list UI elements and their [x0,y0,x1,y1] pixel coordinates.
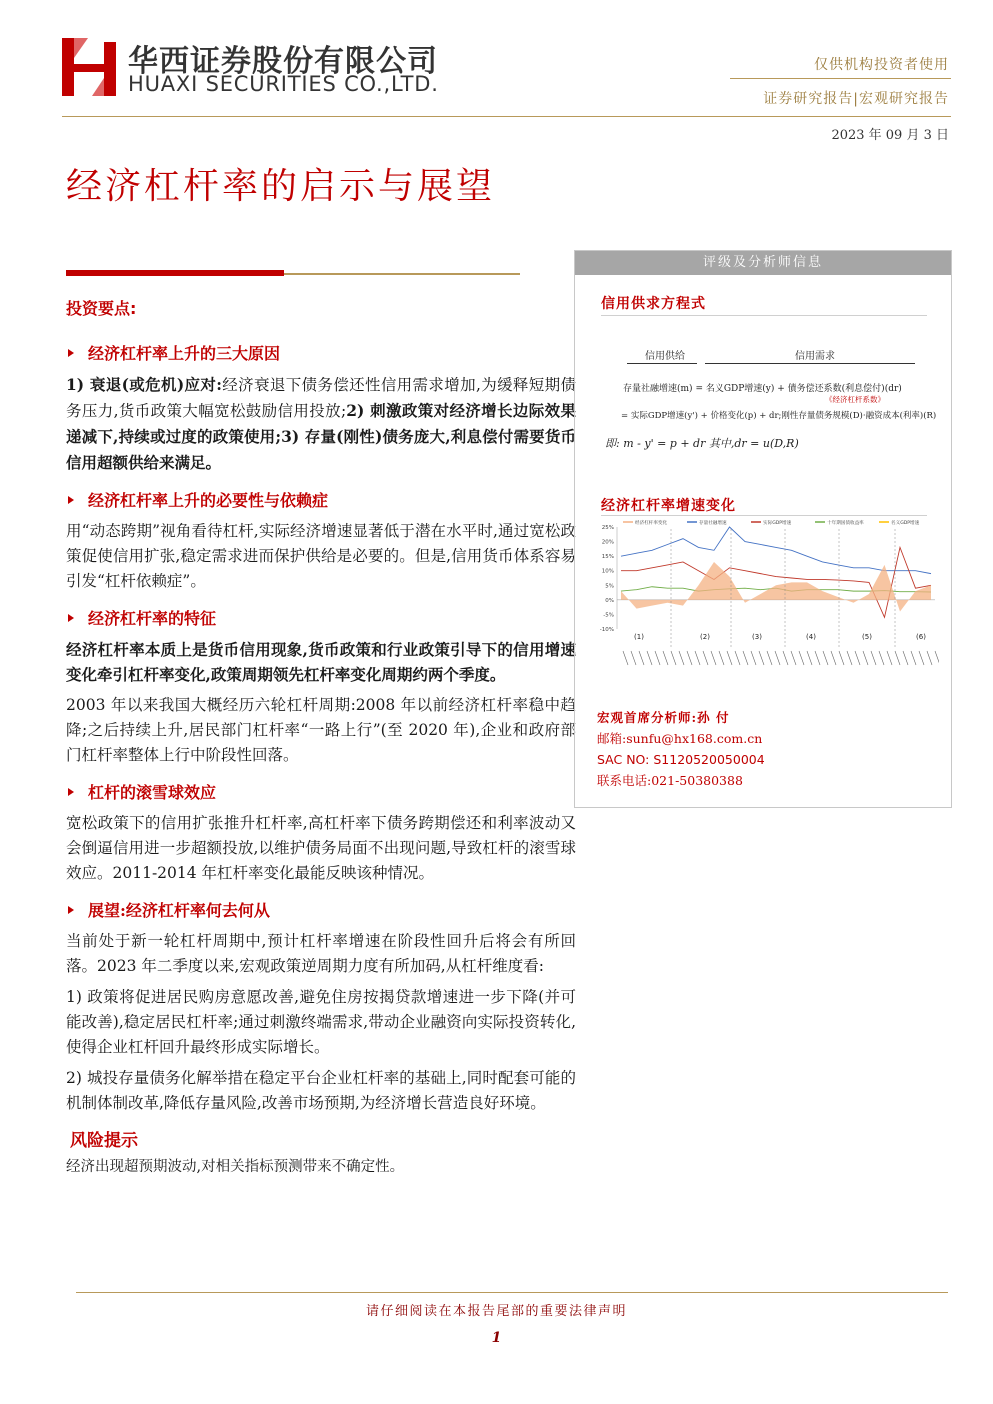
x-tick-label-mark [895,651,900,665]
x-tick-label-mark [703,651,708,665]
equation-line-1: 存量社融增速(m) = 名义GDP增速(y) + 債务偿还系数(利息偿付)(dr) [623,384,902,394]
x-tick-label-mark [639,651,644,665]
legend-entry: 名义GDP增速 [891,521,920,526]
section-paragraph: 宽松政策下的信用扩张推升杠杆率,高杠杆率下债务跨期偿还和利率波动又会倒逼信用进一步超额投放,以维护债务局面不出现问题,导致杠杆的滚雪球效应。2011-2014 年杠杆率变化最能反映该种情况。 [66,814,576,882]
triangle-bullet-icon [68,614,74,622]
y-tick-label: 10% [601,568,614,575]
x-tick-label-mark [735,651,740,665]
points-heading: 投资要点: [66,299,137,318]
demand-label: 信用需求 [795,351,835,362]
company-name-en: HUAXI SECURITIES CO.,LTD. [128,72,439,96]
x-tick-label-mark [759,651,764,665]
x-tick-label-mark [831,651,836,665]
y-tick-label: 15% [601,554,614,561]
x-tick-label-mark [751,651,756,665]
x-tick-label-mark [887,651,892,665]
bracket-line [627,363,697,364]
x-tick-label-mark [927,651,932,665]
section-heading: 经济杠杆率上升的三大原因 [66,341,576,364]
title-underline-gold [284,273,520,275]
x-tick-label-mark [631,651,636,665]
triangle-bullet-icon [68,496,74,504]
huaxi-logo-icon [62,38,116,96]
legend-entry: 经济杠杆率变化 [635,521,668,526]
x-tick-label-mark [871,651,876,665]
x-tick-label-mark [671,651,676,665]
x-tick-label-mark [839,651,844,665]
x-tick-label-mark [911,651,916,665]
equation-note: 《经济杠杆系数》 [825,395,885,404]
section-paragraph: 2) 城投存量债务化解举措在稳定平台企业杠杆率的基础上,同时配套可能的机制体制改革,降低存量风险,改善市场预期,为经济增长营造良好环境。 [66,1069,576,1112]
x-tick-label-mark [847,651,852,665]
header-main-divider [62,116,951,117]
x-tick-label-mark [679,651,684,665]
legend-entry: 实际GDP增速 [763,521,792,526]
section-paragraph: 当前处于新一轮杠杆周期中,预计杠杆率增速在阶段性回升后将会有所回落。2023 年二季度以来,宏观政策逆周期力度有所加码,从杠杆维度看: [66,932,576,975]
cycle-label: (4) [806,633,816,641]
x-tick-label-mark [695,651,700,665]
page-title: 经济杠杆率的启示与展望 [66,166,496,207]
section-paragraph: 用“动态跨期”视角看待杠杆,实际经济增速显著低于潜在水平时,通过宽松政策促使信用扩张,稳定需求进而保护供给是必要的。但是,信用货币体系容易引发“杠杆依赖症”。 [66,522,576,590]
chart-title: 经济杠杆率增速变化 [601,498,736,514]
x-tick-label-mark [711,651,716,665]
investment-points [66,296,576,1186]
analyst-sac: SAC NO: S1120520050004 [597,752,765,767]
box-divider [601,315,927,316]
x-tick-label-mark [807,651,812,665]
risk-heading: 风险提示 [70,1131,138,1151]
report-date: 2023 年 09 月 3 日 [831,128,949,143]
legend-entry: 十年期国债收益率 [827,521,864,526]
x-tick-label-mark [823,651,828,665]
risk-paragraph: 经济出现超预期波动,对相关指标预测带来不确定性。 [66,1159,405,1175]
analyst-email[interactable]: 邮箱:sunfu@hx168.com.cn [597,731,763,746]
series-area-leverage [621,562,931,612]
section-paragraph: 2003 年以来我国大概经历六轮杠杆周期:2008 年以前经济杠杆率稳中趋降;之后持续上升,居民部门杠杆率“一路上行”(至 2020 年),企业和政府部门杠杆率整体上行中阶段性回落。 [66,696,576,764]
x-tick-label-mark [919,651,924,665]
x-tick-label-mark [863,651,868,665]
x-tick-label-mark [719,651,724,665]
page-number: 1 [491,1330,502,1346]
x-tick-label-mark [903,651,908,665]
footer-divider [76,1292,948,1293]
x-tick-label-mark [647,651,652,665]
x-tick-label-mark [687,651,692,665]
x-tick-label-mark [855,651,860,665]
analyst-info [597,707,765,791]
equation-line-3: 即: m - y' = p + dr 其中,dr = u(D,R) [605,437,799,450]
cycle-label: (5) [862,633,872,641]
section-paragraph: 经济杠杆率本质上是货币信用现象,货币政策和行业政策引导下的信用增速变化牵引杠杆率变化,政策周期领先杠杆率变化周期约两个季度。 [66,640,576,684]
x-tick-label-mark [767,651,772,665]
cycle-label: (1) [634,633,644,641]
section-heading: 经济杠杆率的特征 [66,606,576,629]
bracket-line [705,363,915,364]
x-tick-label-mark [727,651,732,665]
equation-title: 信用供求方程式 [601,296,706,312]
y-tick-label: 20% [601,539,614,546]
box-header: 评级及分析师信息 [575,251,951,275]
y-tick-label: -5% [603,612,614,619]
y-tick-label: 25% [601,525,614,531]
section-paragraph: 1) 政策将促进居民购房意愿改善,避免住房按揭贷款增速进一步下降(并可能改善),稳定居民杠杆率;通过刺激终端需求,带动企业融资向实际投资转化,使得企业杠杆回升最终形成实际增长。 [66,988,576,1056]
box-divider [601,515,927,516]
x-tick-label-mark [879,651,884,665]
analyst-title: 宏观首席分析师:孙 付 [597,710,730,725]
triangle-bullet-icon [68,349,74,357]
section-heading: 杠杆的滚雪球效应 [66,780,576,803]
y-tick-label: 0% [605,597,614,604]
section-paragraph: 1) 衰退(或危机)应对:经济衰退下债务偿还性信用需求增加,为缓释短期债务压力,货币政策大幅宽松鼓励信用投放;2) 刺激政策对经济增长边际效果递减下,持续或过度的政策使用;3) 存量(刚性)债务庞大,利息偿付需要货币信用超额供给来满足。 [66,375,576,472]
x-tick-label-mark [791,651,796,665]
company-name-cn: 华西证券股份有限公司 [128,44,438,79]
x-tick-label-mark [799,651,804,665]
section-heading: 经济杠杆率上升的必要性与依赖症 [66,488,576,511]
legend-entry: 存量社融增速 [699,521,727,526]
triangle-bullet-icon [68,906,74,914]
header-divider [730,78,951,79]
x-tick-label-mark [783,651,788,665]
audience-note: 仅供机构投资者使用 [814,57,949,73]
triangle-bullet-icon [68,788,74,796]
equation-line-2: = 实际GDP增速(y') + 价格变化(p) + dr;刚性存量债务规模(D)·融资成本(利率)(R) [621,411,937,421]
cycle-label: (3) [752,633,762,641]
analyst-info-box [574,250,952,808]
x-tick-label-mark [655,651,660,665]
x-tick-label-mark [935,651,939,665]
cycle-label: (6) [916,633,926,641]
x-tick-label-mark [663,651,668,665]
supply-label: 信用供给 [645,351,685,362]
analyst-phone: 联系电话:021-50380388 [597,773,743,788]
y-tick-label: 5% [605,583,614,590]
legal-notice[interactable]: 请仔细阅读在本报告尾部的重要法律声明 [365,1304,627,1319]
x-tick-label-mark [623,651,628,665]
x-tick-label-mark [743,651,748,665]
y-tick-label: -10% [599,627,614,633]
x-tick-label-mark [775,651,780,665]
section-heading: 展望:经济杠杆率何去何从 [66,898,576,921]
leverage-chart [595,517,939,673]
cycle-label: (2) [700,633,710,641]
report-type: 证券研究报告|宏观研究报告 [763,91,949,107]
title-underline-red [66,270,284,276]
x-tick-label-mark [815,651,820,665]
